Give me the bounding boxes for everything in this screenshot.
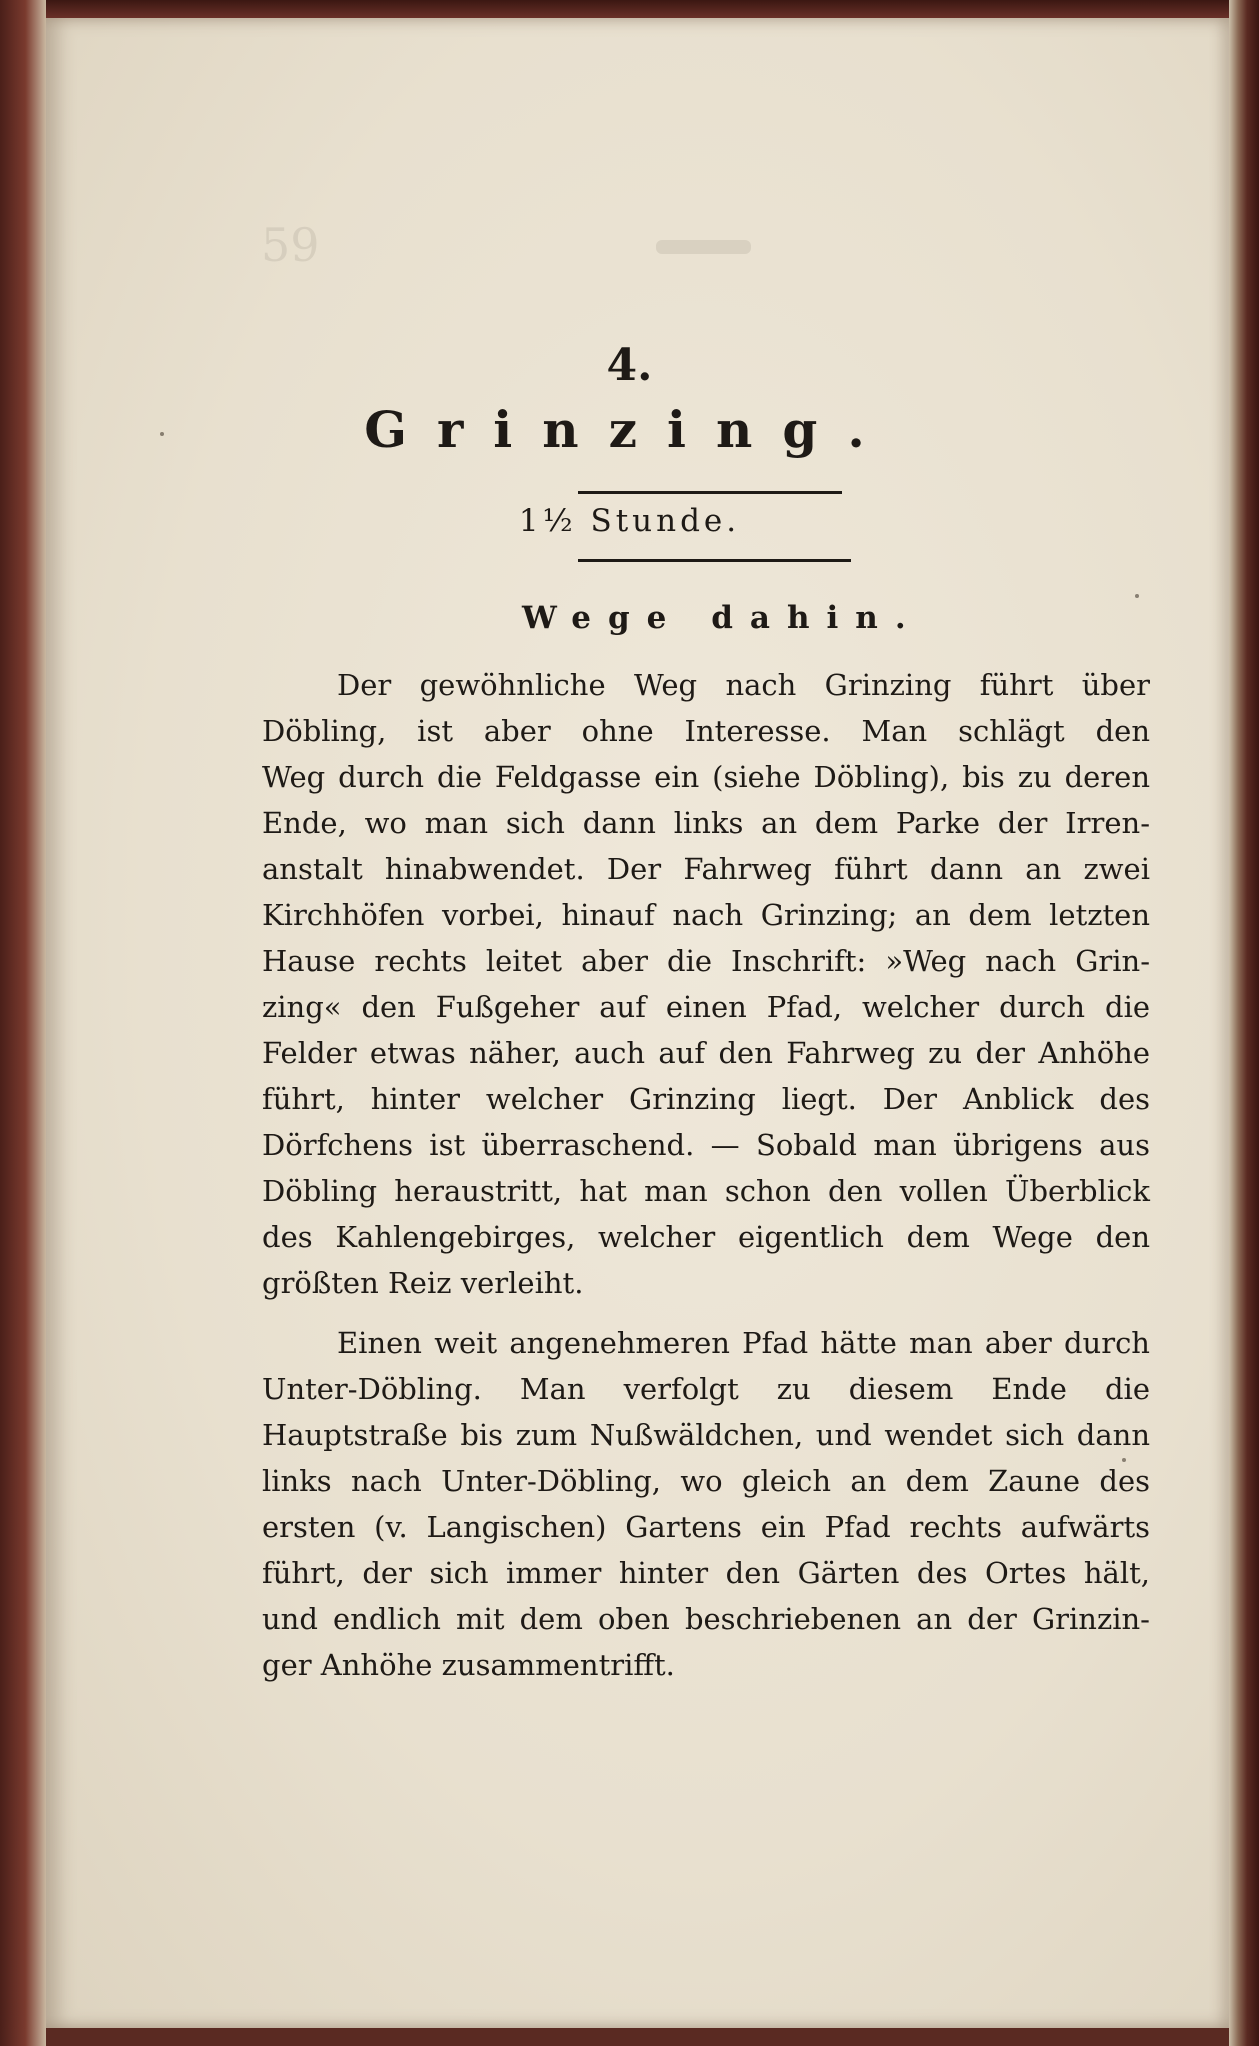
text-line: Weg durch die Feldgasse ein (siehe Döbling), bis zu deren: [262, 760, 1150, 794]
title-rule-top: [578, 491, 842, 494]
text-line: Der gewöhnliche Weg nach Grinzing führt über: [337, 668, 1150, 702]
text-line: und endlich mit dem oben beschriebenen an der Grinzin-: [262, 1602, 1150, 1636]
text-line: führt, der sich immer hinter den Gärten des Ortes hält,: [262, 1556, 1150, 1590]
text-line: ger Anhöhe zusammentrifft.: [262, 1648, 675, 1682]
text-line: des Kahlengebirges, welcher eigentlich dem Wege den: [262, 1220, 1150, 1254]
text-line: anstalt hinabwendet. Der Fahrweg führt dann an zwei: [262, 852, 1150, 886]
text-line: zing« den Fußgeher auf einen Pfad, welcher durch die: [262, 990, 1150, 1024]
text-line: ersten (v. Langischen) Gartens ein Pfad rechts aufwärts: [262, 1510, 1150, 1544]
paragraph-route-2: [262, 1320, 1150, 1688]
text-line: größten Reiz verleiht.: [262, 1266, 584, 1300]
bleed-through-page-number: 59: [261, 218, 320, 272]
book-spine-edge: [0, 0, 46, 2046]
paper-speck: [160, 432, 164, 436]
book-edge-top: [0, 0, 1259, 18]
text-line: Hauptstraße bis zum Nußwäldchen, und wendet sich dann: [262, 1418, 1150, 1452]
text-line: Döbling, ist aber ohne Interesse. Man schlägt den: [262, 714, 1150, 748]
text-line: links nach Unter-Döbling, wo gleich an dem Zaune des: [262, 1464, 1150, 1498]
title-rule-bottom: [578, 559, 851, 562]
chapter-title: Grinzing.: [364, 400, 895, 459]
paper-speck: [1135, 594, 1139, 598]
text-line: Hause rechts leitet aber die Inschrift: »Weg nach Grin-: [262, 944, 1150, 978]
text-line: führt, hinter welcher Grinzing liegt. Der Anblick des: [262, 1082, 1150, 1116]
text-line: Felder etwas näher, auch auf den Fahrweg zu der Anhöhe: [262, 1036, 1150, 1070]
section-heading: Wege dahin.: [522, 600, 923, 636]
paper-speck: [1122, 1458, 1126, 1462]
text-line: Döbling heraustritt, hat man schon den vollen Überblick: [262, 1174, 1150, 1208]
book-fore-edge: [1229, 0, 1259, 2046]
bleed-through-mark: [656, 240, 751, 254]
chapter-number: 4.: [606, 340, 653, 391]
text-line: Unter-Döbling. Man verfolgt zu diesem Ende die: [262, 1372, 1150, 1406]
text-line: Dörfchens ist überraschend. — Sobald man übrigens aus: [262, 1128, 1150, 1162]
paragraph-route-1: [262, 662, 1150, 1306]
text-line: Kirchhöfen vorbei, hinauf nach Grinzing; an dem letzten: [262, 898, 1150, 932]
text-line: Ende, wo man sich dann links an dem Parke der Irren-: [262, 806, 1150, 840]
text-line: Einen weit angenehmeren Pfad hätte man aber durch: [337, 1326, 1150, 1360]
chapter-duration: 1½ Stunde.: [518, 503, 741, 539]
